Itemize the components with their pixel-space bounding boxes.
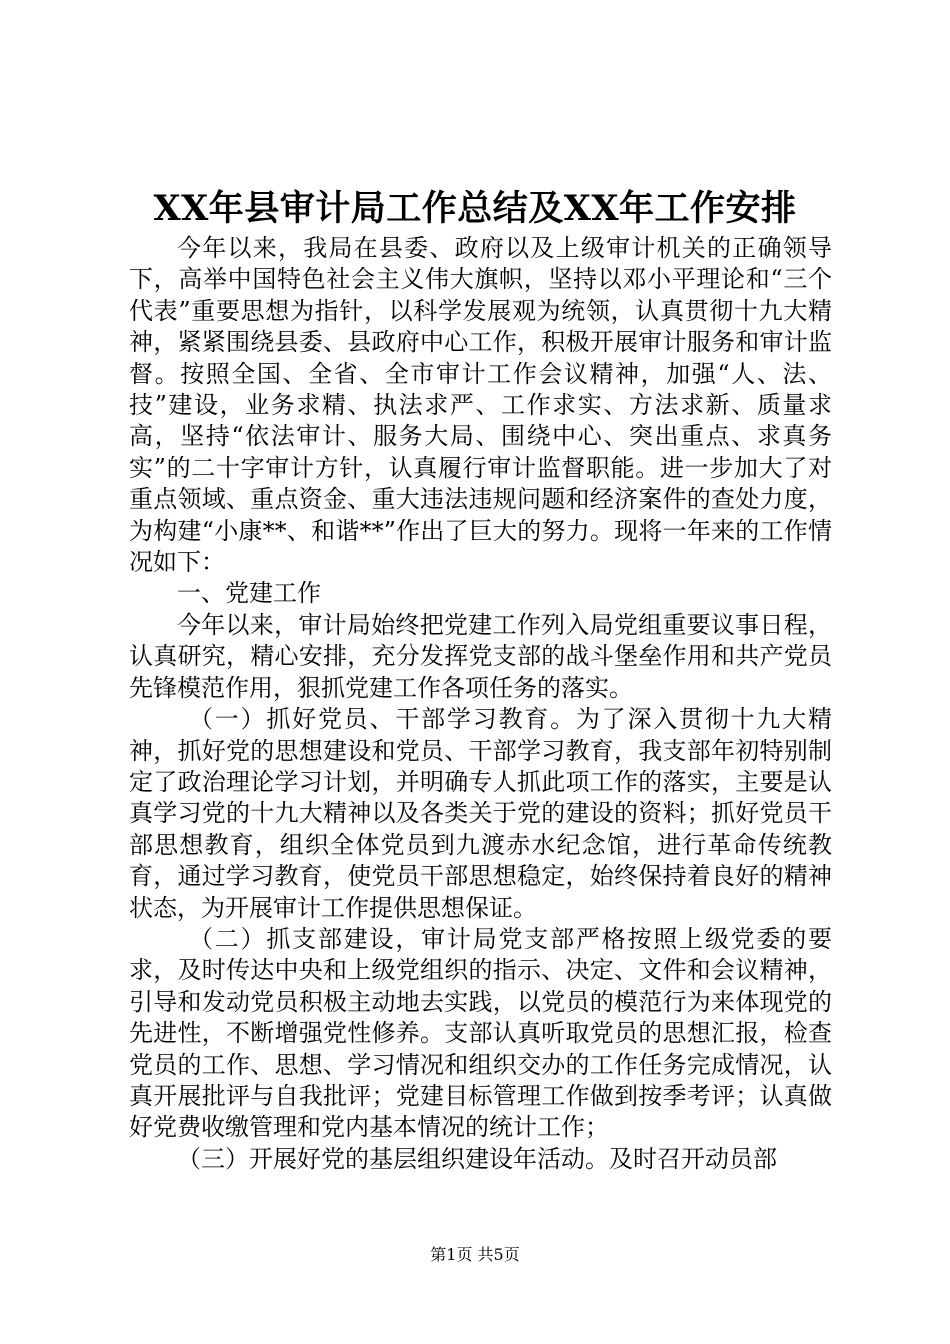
document-title: XX年县审计局工作总结及XX年工作安排: [153, 188, 797, 229]
subsection-1-paragraph: （一）抓好党员、干部学习教育。为了深入贯彻十九大精神，抓好党的思想建设和党员、干部学习教育，我支部年初特别制定了政治理论学习计划，并明确专人抓此项工作的落实，主要是认真学习党的十九大精神以及各类关于党的建设的资料；抓好党员干部思想教育，组织全体党员到九渡赤水纪念馆，进行革命传统教育，通过学习教育，使党员干部思想稳定，始终保持着良好的精神状态，为开展审计工作提供思想保证。: [129, 705, 832, 922]
subsection-3-paragraph: （三）开展好党的基层组织建设年活动。及时召开动员部: [177, 1144, 777, 1173]
intro-paragraph: 今年以来，我局在县委、政府以及上级审计机关的正确领导下，高举中国特色社会主义伟大旗帜，坚持以邓小平理论和“三个代表”重要思想为指针，以科学发展观为统领，认真贯彻十九大精神，紧紧围绕县委、县政府中心工作，积极开展审计服务和审计监督。按照全国、全省、全市审计工作会议精神，加强“人、法、技”建设，业务求精、执法求严、工作求实、方法求新、质量求高，坚持“依法审计、服务大局、围绕中心、突出重点、求真务实”的二十字审计方针，认真履行审计监督职能。进一步加大了对重点领域、重点资金、重大违法违规问题和经济案件的查处力度，为构建“小康**、和谐**”作出了巨大的努力。现将一年来的工作情况如下：: [129, 234, 832, 577]
page-number: 第1页: [430, 1245, 473, 1264]
document-body: [129, 233, 832, 1175]
section-heading-party-building: 一、党建工作: [177, 579, 321, 608]
party-building-paragraph: 今年以来，审计局始终把党建工作列入局党组重要议事日程，认真研究，精心安排，充分发挥党支部的战斗堡垒作用和共产党员先锋模范作用，狠抓党建工作各项任务的落实。: [129, 610, 832, 702]
subsection-2-paragraph: （二）抓支部建设，审计局党支部严格按照上级党委的要求，及时传达中央和上级党组织的指示、决定、文件和会议精神，引导和发动党员积极主动地去实践，以党员的模范行为来体现党的先进性，不断增强党性修养。支部认真听取党员的思想汇报，检查党员的工作、思想、学习情况和组织交办的工作任务完成情况，认真开展批评与自我批评；党建目标管理工作做到按季考评；认真做好党费收缴管理和党内基本情况的统计工作；: [129, 924, 832, 1142]
page-total: 共5页: [477, 1245, 520, 1264]
page-footer: [0, 1244, 950, 1266]
